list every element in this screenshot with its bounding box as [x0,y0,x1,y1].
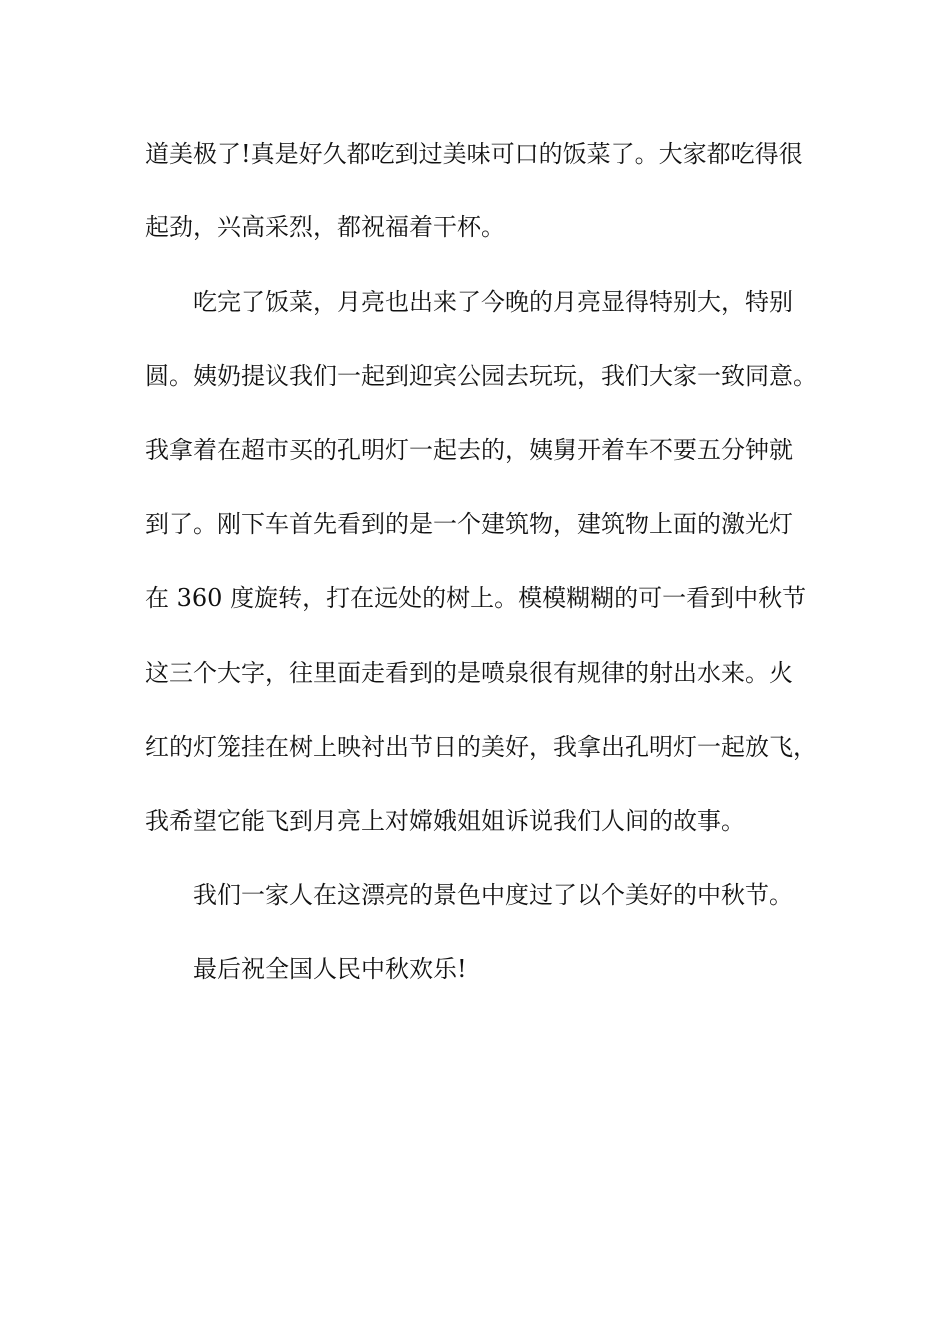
paragraph-start-line: 吃完了饭菜，月亮也出来了今晚的月亮显得特别大，特别 [193,288,793,316]
text-line: 圆。姨奶提议我们一起到迎宾公园去玩玩，我们大家一致同意。 [145,362,817,390]
text-line: 道美极了!真是好久都吃到过美味可口的饭菜了。大家都吃得很 [145,140,803,168]
text-line: 到了。刚下车首先看到的是一个建筑物，建筑物上面的激光灯 [145,510,793,538]
text-line: 在 360 度旋转，打在远处的树上。模模糊糊的可一看到中秋节 [145,584,807,612]
text-line: 红的灯笼挂在树上映衬出节日的美好，我拿出孔明灯一起放飞， [145,733,817,761]
text-line: 我拿着在超市买的孔明灯一起去的，姨舅开着车不要五分钟就 [145,436,793,464]
paragraph-start-line: 最后祝全国人民中秋欢乐! [193,955,467,983]
text-line: 这三个大字，往里面走看到的是喷泉很有规律的射出水来。火 [145,659,793,687]
paragraph-start-line: 我们一家人在这漂亮的景色中度过了以个美好的中秋节。 [193,881,793,909]
text-line: 我希望它能飞到月亮上对嫦娥姐姐诉说我们人间的故事。 [145,807,745,835]
text-line: 起劲，兴高采烈，都祝福着干杯。 [145,213,505,241]
